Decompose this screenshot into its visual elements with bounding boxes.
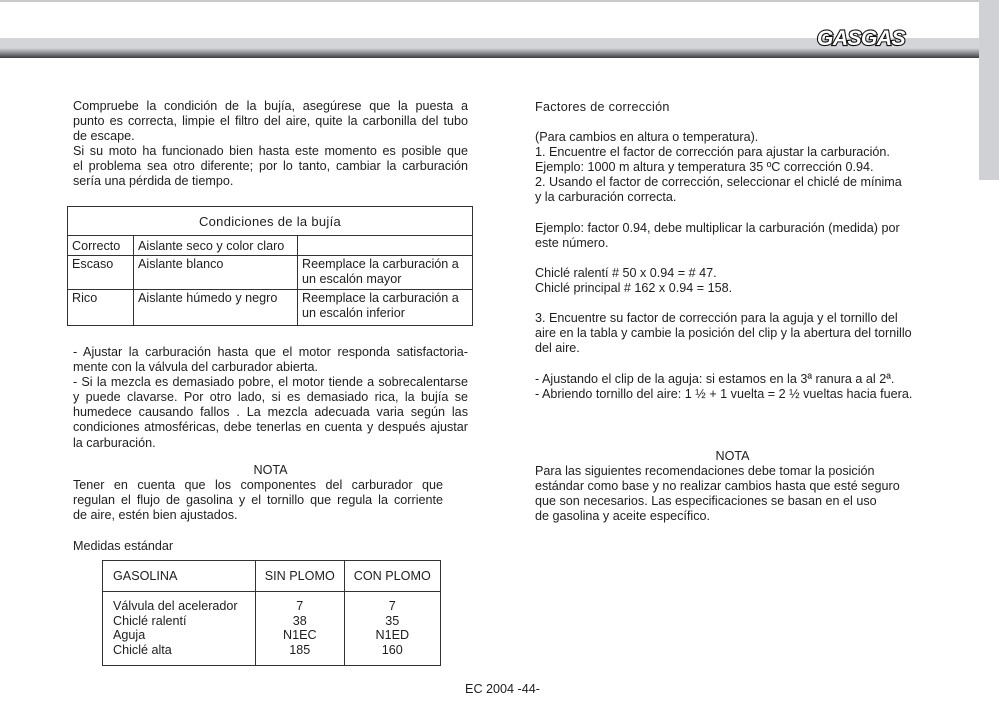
text-line: estándar como base y no realizar cambios hasta que esté seguro	[535, 479, 900, 494]
text-line: 7	[388, 599, 396, 613]
condition-cell: Escaso	[68, 256, 134, 290]
text-line: la carburación.	[73, 435, 156, 450]
left-note	[73, 478, 443, 523]
action-cell	[298, 236, 473, 256]
text-line: sería una pérdida de tiempo.	[73, 174, 234, 189]
text-line: Para las siguientes recomendaciones debe tomar la posición	[535, 464, 875, 478]
labels-column	[103, 592, 256, 666]
text-line: de gasolina y aceite específico.	[535, 509, 711, 524]
top-border	[0, 0, 999, 2]
text-line: regulan el flujo de gasolina y el tornillo que regula la corriente	[73, 493, 443, 508]
standard-measures-table	[102, 560, 441, 666]
text-line	[535, 356, 935, 371]
text-line: humedece causando fallos . La mezcla adecuada varia según las	[73, 405, 468, 420]
text-line: 38	[292, 613, 307, 628]
text-line: 1. Encuentre el factor de corrección para ajustar la carburación.	[535, 145, 890, 160]
text-line: Tener en cuenta que los componentes del carburador que	[73, 478, 443, 492]
page-number: EC 2004 -44-	[465, 682, 540, 696]
gasgas-logo	[786, 27, 936, 49]
text-line	[535, 251, 935, 266]
text-line: del aire.	[535, 341, 580, 356]
right-note-title: NOTA	[715, 449, 750, 463]
text-line: - Abriendo tornillo del aire: 1 ½ + 1 vuelta = 2 ½ vueltas hacia fuera.	[535, 386, 913, 401]
text-line: Chiclé alta	[113, 642, 172, 657]
text-line: y la carburación correcta.	[535, 190, 677, 205]
text-line: este número.	[535, 235, 609, 250]
sin-plomo-column	[256, 592, 345, 666]
condition-cell: Correcto	[68, 236, 134, 256]
insulator-cell: Aislante blanco	[134, 256, 298, 290]
table-row	[68, 236, 473, 256]
text-line: de escape.	[73, 129, 135, 144]
text-line: y puede clavarse. Por otro lado, si es demasiado rica, la bujía se	[73, 390, 468, 405]
header-gasolina: GASOLINA	[103, 561, 256, 592]
header-sin-plomo: SIN PLOMO	[256, 561, 345, 592]
text-line: 35	[385, 613, 400, 628]
side-tab	[979, 0, 999, 180]
table-row	[68, 256, 473, 290]
spark-plug-table	[67, 206, 473, 326]
text-line: - Ajustando el clip de la aguja: si estamos en la 3ª ranura a al 2ª.	[535, 371, 895, 386]
text-line: 3. Encuentre su factor de corrección para la aguja y el tornillo del	[535, 311, 898, 326]
text-line: punto es correcta, limpie el filtro del aire, quite la carbonilla del tubo	[73, 114, 468, 129]
text-line: N1EC	[282, 628, 317, 642]
action-cell: Reemplace la carburación a un escalón inferior	[298, 290, 473, 326]
text-line: N1ED	[375, 628, 410, 642]
spark-table-title: Condiciones de la bujía	[68, 207, 473, 236]
action-cell: Reemplace la carburación a un escalón mayor	[298, 256, 473, 290]
text-line: Chiclé principal # 162 x 0.94 = 158.	[535, 280, 733, 295]
logo-text: GASGAS	[816, 27, 906, 49]
standard-measures-title: Medidas estándar	[73, 539, 174, 553]
text-line: aire en la tabla y cambie la posición del clip y la abertura del tornillo	[535, 326, 912, 341]
correction-body	[535, 130, 935, 402]
condition-cell: Rico	[68, 290, 134, 326]
table-row	[68, 290, 473, 326]
text-line: Ejemplo: 1000 m altura y temperatura 35 ºC corrección 0.94.	[535, 160, 874, 175]
right-note	[535, 464, 915, 524]
text-line: condiciones atmosféricas, debe tenerlas en cuenta y después ajustar	[73, 420, 468, 435]
text-line: 2. Usando el factor de corrección, seleccionar el chiclé de mínima	[535, 175, 902, 190]
text-line: el problema sea otro diferente; por lo tanto, cambiar la carburación	[73, 159, 468, 174]
text-line: - Si la mezcla es demasiado pobre, el motor tiende a sobrecalentarse	[73, 375, 468, 390]
text-line: Chiclé ralentí	[113, 613, 187, 628]
insulator-cell: Aislante húmedo y negro	[134, 290, 298, 326]
text-line	[535, 205, 935, 220]
text-line: de aire, estén bien ajustados.	[73, 508, 238, 523]
text-line: Si su moto ha funcionado bien hasta este momento es posible que	[73, 144, 468, 159]
text-line: (Para cambios en altura o temperatura).	[535, 130, 759, 144]
con-plomo-column	[344, 592, 440, 666]
text-line: 160	[381, 642, 403, 657]
text-line: 185	[289, 642, 311, 657]
text-line: que son necesarios. Las especificaciones se basan en el uso	[535, 494, 877, 509]
correction-factors-title: Factores de corrección	[535, 100, 670, 114]
text-line: 7	[296, 599, 304, 613]
left-note-title: NOTA	[253, 463, 288, 477]
text-line: - Ajustar la carburación hasta que el motor responda satisfactoria-	[73, 345, 468, 359]
text-line: mente con la válvula del carburador abierta.	[73, 360, 319, 375]
insulator-cell: Aislante seco y color claro	[134, 236, 298, 256]
adjust-paragraph	[73, 345, 468, 451]
text-line: Chiclé ralentí # 50 x 0.94 = # 47.	[535, 265, 717, 280]
intro-paragraph	[73, 99, 468, 190]
text-line: Ejemplo: factor 0.94, debe multiplicar la carburación (medida) por	[535, 220, 900, 235]
text-line: Aguja	[113, 628, 146, 642]
text-line	[535, 296, 935, 311]
header-con-plomo: CON PLOMO	[344, 561, 440, 592]
text-line: Válvula del acelerador	[113, 599, 238, 613]
text-line: Compruebe la condición de la bujía, asegúrese que la puesta a	[73, 99, 468, 113]
